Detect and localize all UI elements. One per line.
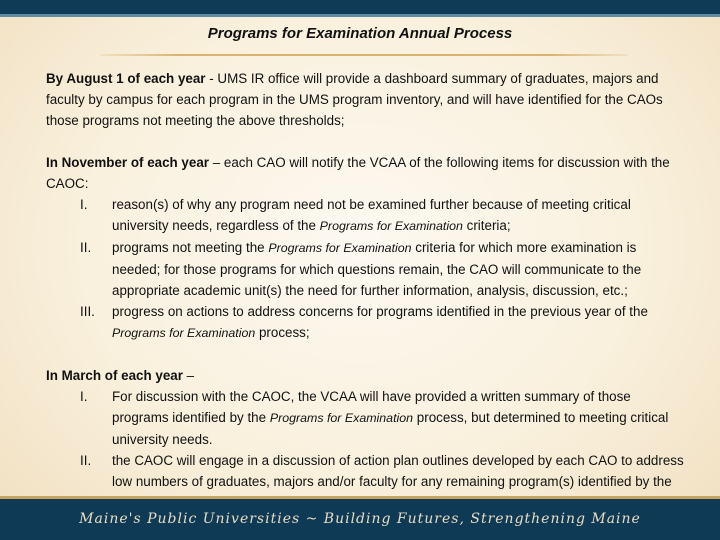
- slide-title: Programs for Examination Annual Process: [207, 25, 513, 42]
- item-emphasis: Programs for Examination: [319, 219, 463, 233]
- slide-content: [46, 68, 686, 514]
- march-lead: In March of each year: [46, 368, 183, 383]
- list-item: [46, 194, 686, 237]
- list-item: [46, 301, 686, 344]
- title-rule: [100, 54, 628, 56]
- march-text: –: [182, 368, 195, 383]
- march-list: [46, 386, 686, 514]
- item-text: programs not meeting the: [112, 240, 269, 255]
- november-text: – each CAO will notify the VCAA of the following items for discussion with the CAOC:: [46, 155, 670, 191]
- item-text: reason(s) of why any program need not be examined further because of meeting critical university needs, regardless of the: [112, 197, 631, 233]
- top-bar-accent: [0, 14, 720, 17]
- item-emphasis: Programs for Examination: [269, 411, 414, 425]
- list-item: [46, 237, 686, 301]
- item-text-end: process, but determined to meeting critical university needs.: [112, 410, 669, 447]
- item-number: II.: [80, 453, 92, 468]
- august-text: - UMS IR office will provide a dashboard summary of graduates, majors and faculty by campus for each program in the UMS program inventory, and will have identified for the CAOs those programs not meeting the above thresholds;: [46, 71, 663, 128]
- item-text-end: process;: [255, 325, 310, 340]
- item-number: I.: [80, 197, 88, 212]
- item-number: III.: [80, 304, 95, 319]
- august-lead: By August 1 of each year: [46, 71, 206, 86]
- item-text: progress on actions to address concerns for programs identified in the previous year of the: [112, 304, 648, 319]
- november-list: [46, 194, 686, 344]
- item-text: For discussion with the CAOC, the VCAA will have provided a written summary of those programs identified by the: [112, 389, 631, 425]
- august-paragraph: [46, 68, 686, 131]
- november-paragraph: [46, 152, 686, 194]
- item-number: II.: [80, 240, 92, 255]
- item-text-end: criteria;: [462, 218, 511, 233]
- item-text-end: criteria for which more examination is needed; for those programs for which questions remain, the CAO will communicate to the appropriate academic unit(s) the need for further information, analysis, discussion, etc.;: [112, 240, 642, 298]
- item-emphasis: Programs for Examination: [268, 241, 412, 255]
- item-text: the CAOC will engage in a discussion of action plan outlines developed by each CAO to address low numbers of graduates, majors and/or faculty for any remaining program(s) identified by the: [112, 453, 684, 489]
- top-bar: [0, 0, 720, 14]
- list-item: [46, 386, 686, 450]
- footer-banner: Maine's Public Universities ~ Building Futures, Strengthening Maine: [0, 499, 720, 540]
- march-paragraph: [46, 365, 686, 386]
- november-lead: In November of each year: [46, 155, 209, 170]
- item-number: I.: [80, 389, 88, 404]
- item-emphasis: Programs for Examination: [112, 326, 256, 340]
